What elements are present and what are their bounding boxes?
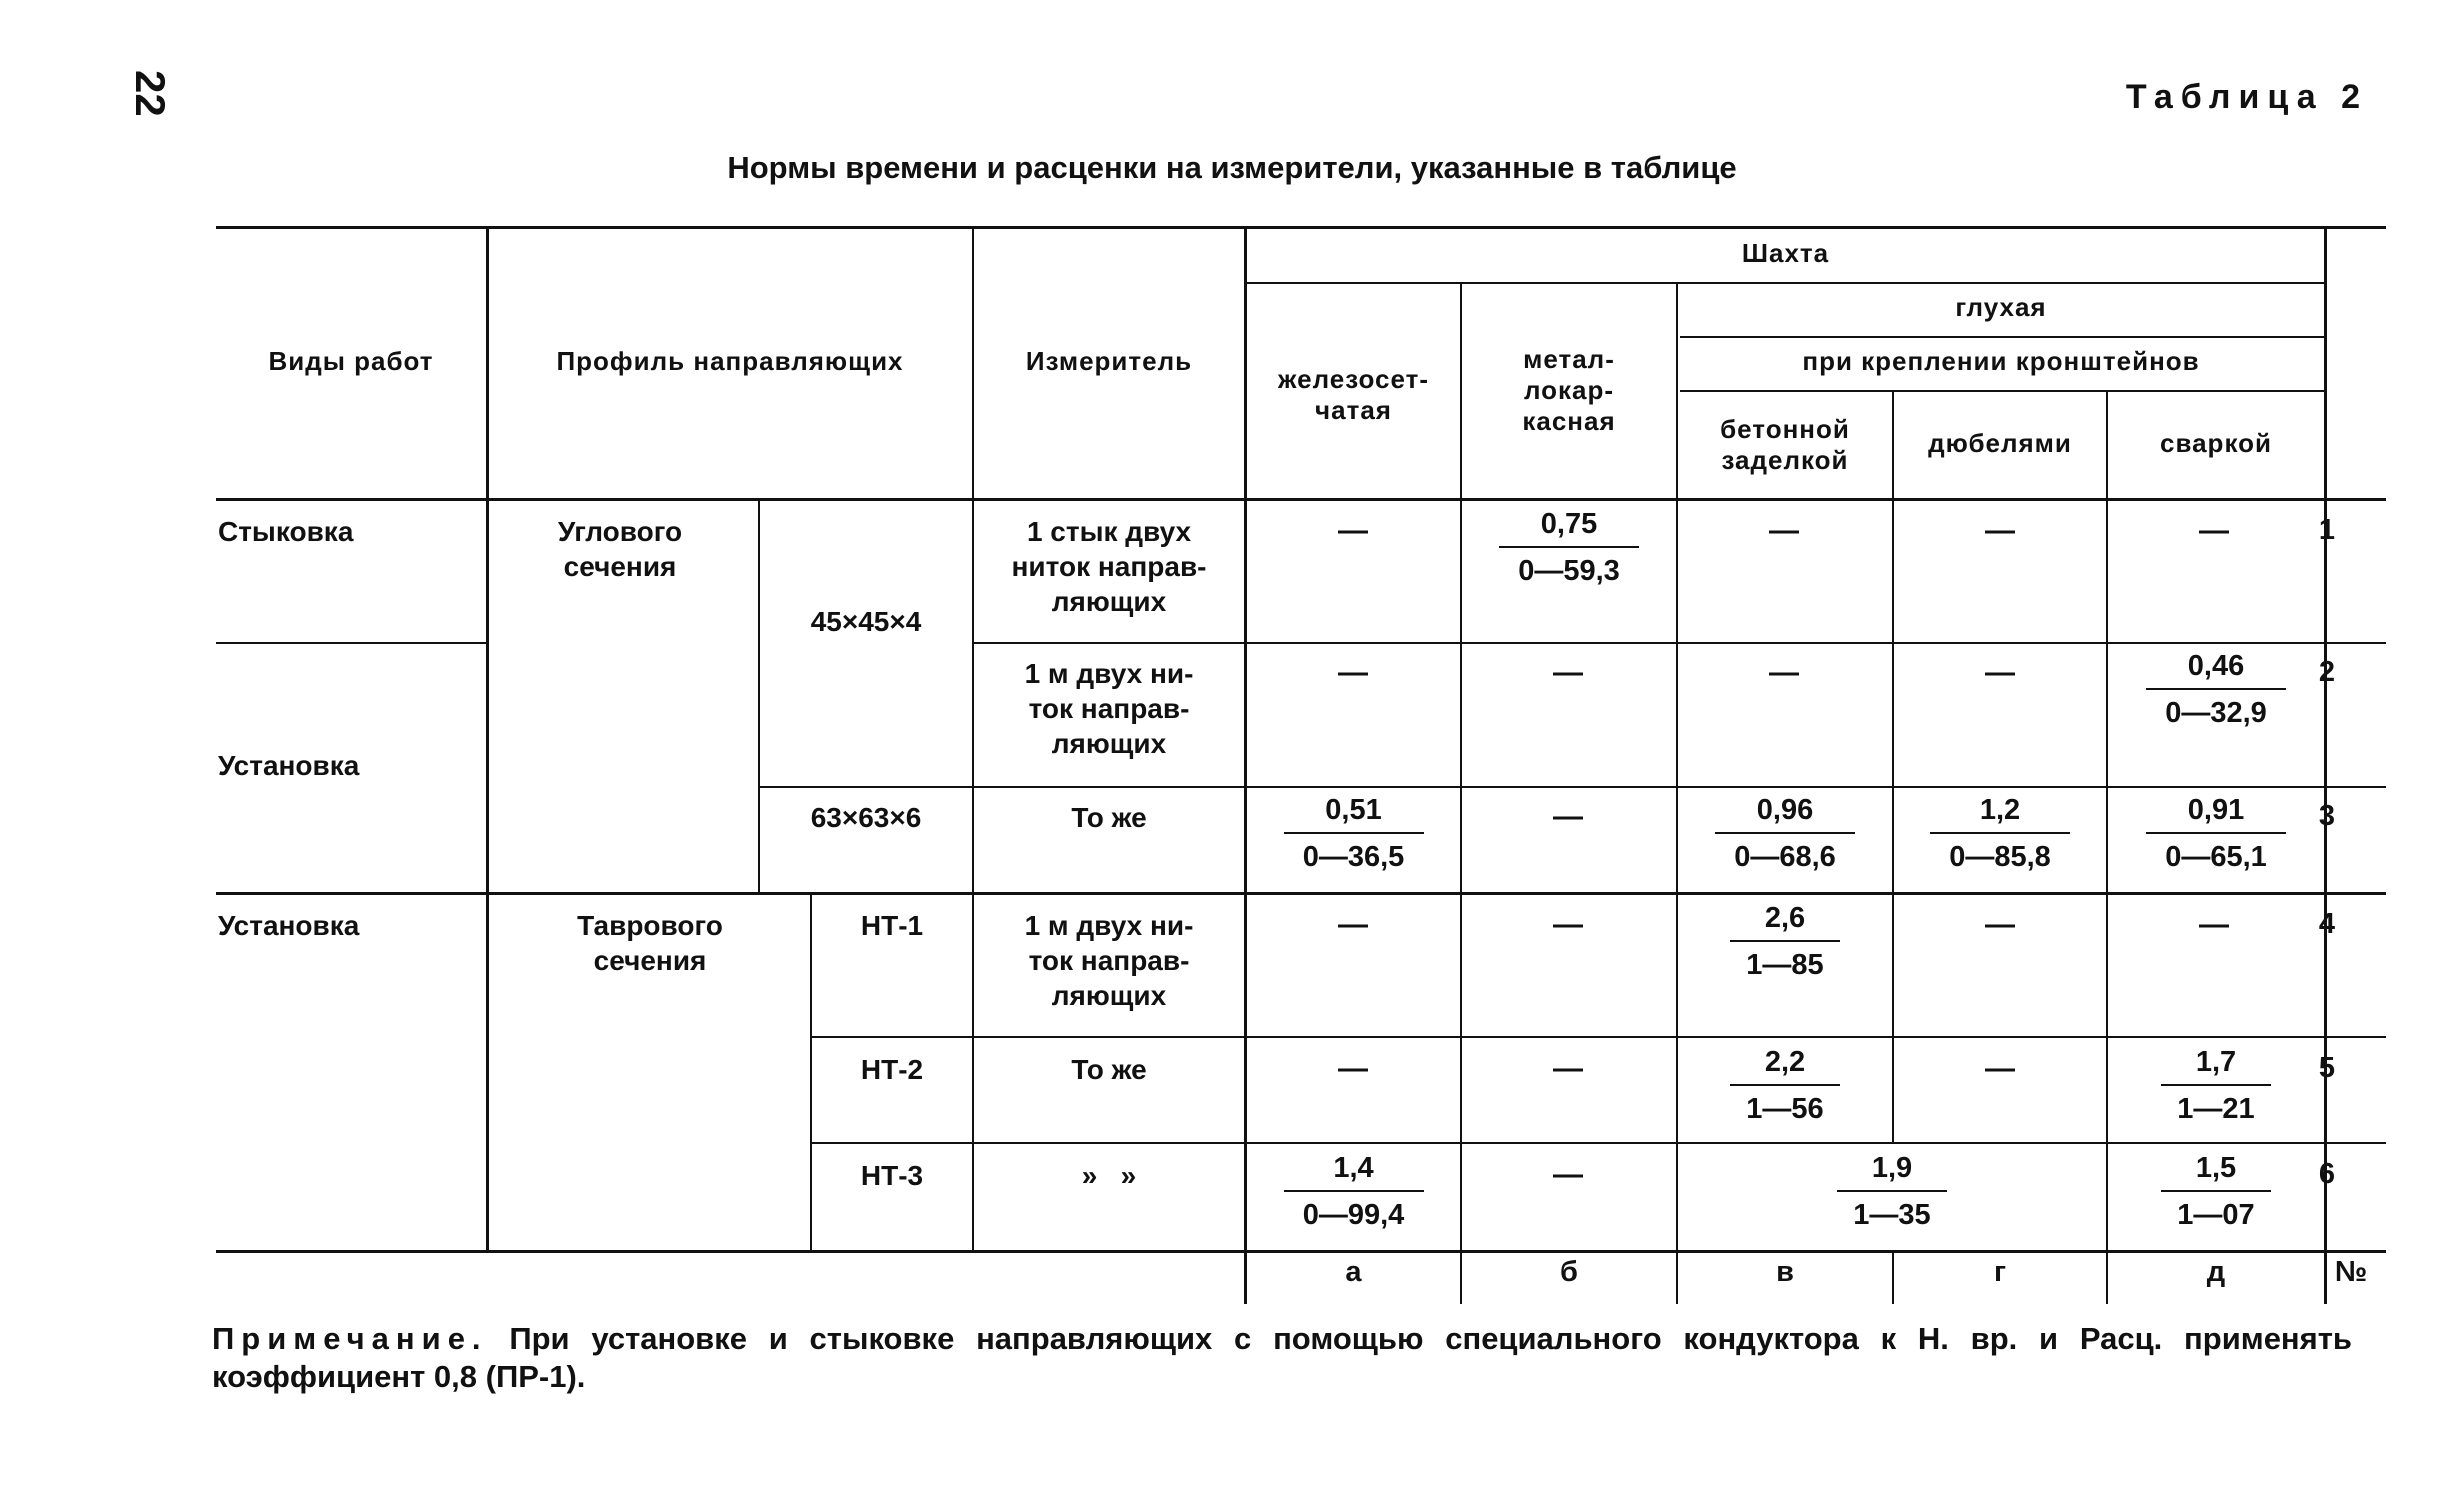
value-r3-dowels: 1,2 0—85,8 <box>1894 792 2106 876</box>
value-r2-welding: 0,46 0—32,9 <box>2108 648 2324 732</box>
dash: — <box>1553 800 1583 833</box>
measure-row-4: 1 м двух ни- ток направ- ляющих <box>1024 910 1194 1011</box>
work-joining: Стыковка <box>218 516 354 547</box>
value-r5-concrete: 2,2 1—56 <box>1678 1044 1892 1128</box>
dash: — <box>2199 908 2229 941</box>
size-63: 63×63×6 <box>810 802 922 833</box>
page-number: 22 <box>127 70 174 117</box>
row-number: 6 <box>2318 1158 2336 1190</box>
dash: — <box>1553 656 1583 689</box>
column-letter: б <box>1560 1256 1578 1288</box>
dash: — <box>1553 1052 1583 1085</box>
size-nt1: НТ-1 <box>860 910 924 941</box>
column-letter: в <box>1776 1256 1794 1288</box>
dash: — <box>1985 908 2015 941</box>
work-installation-1: Установка <box>218 750 360 781</box>
dash: — <box>1769 514 1799 547</box>
measure-row-1: 1 стык двух ниток направ- ляющих <box>1011 516 1207 617</box>
header-blind: глухая <box>1955 292 2047 322</box>
note-heading: Примечание. <box>212 1321 488 1356</box>
value-r3-concrete: 0,96 0—68,6 <box>1678 792 1892 876</box>
value-r5-welding: 1,7 1—21 <box>2108 1044 2324 1128</box>
value-r6-welding: 1,5 1—07 <box>2108 1150 2324 1234</box>
header-measure-unit: Измеритель <box>1025 346 1193 376</box>
value-r6-mesh: 1,4 0—99,4 <box>1247 1150 1460 1234</box>
dash: — <box>1769 656 1799 689</box>
dash: — <box>2199 514 2229 547</box>
profile-tee: Таврового сечения <box>577 910 723 976</box>
row-number: 4 <box>2318 908 2336 940</box>
header-guide-profile: Профиль направляющих <box>556 346 904 376</box>
table-title: Нормы времени и расценки на измерители, указанные в таблице <box>727 150 1737 185</box>
size-nt3: НТ-3 <box>860 1160 924 1191</box>
size-nt2: НТ-2 <box>860 1054 924 1085</box>
dash: — <box>1553 908 1583 941</box>
column-letter: а <box>1345 1256 1362 1288</box>
table-label: Таблица 2 <box>2125 78 2368 116</box>
dash: — <box>1553 1158 1583 1191</box>
column-letter: г <box>1993 1256 2007 1288</box>
value-r1-metal-frame: 0,75 0—59,3 <box>1462 506 1676 590</box>
measure-row-6: » » <box>1081 1160 1137 1191</box>
measure-row-2: 1 м двух ни- ток направ- ляющих <box>1024 658 1194 759</box>
dash: — <box>1338 908 1368 941</box>
measure-row-5: То же <box>1071 1054 1147 1085</box>
row-number: 3 <box>2318 800 2336 832</box>
header-shaft: Шахта <box>1741 238 1830 268</box>
header-dowels: дюбелями <box>1928 428 2072 458</box>
dash: — <box>1985 514 2015 547</box>
table-note <box>212 1320 2352 1396</box>
note-text: При установке и стыковке направляющих с помощью специального кондуктора к Н. вр. и Расц. применять коэффициент 0,8 (ПР-1). <box>212 1321 2352 1394</box>
row-number: 2 <box>2318 656 2336 688</box>
profile-angle: Углового сечения <box>557 516 683 582</box>
header-welding: сваркой <box>2160 428 2272 458</box>
dash: — <box>1985 1052 2015 1085</box>
value-r3-mesh: 0,51 0—36,5 <box>1247 792 1460 876</box>
row-number: 5 <box>2318 1052 2336 1084</box>
size-45: 45×45×4 <box>810 606 922 637</box>
header-metal-frame: метал- локар- касная <box>1522 344 1616 436</box>
row-number: 1 <box>2318 514 2336 546</box>
dash: — <box>1338 514 1368 547</box>
value-r3-welding: 0,91 0—65,1 <box>2108 792 2324 876</box>
value-r4-concrete: 2,6 1—85 <box>1678 900 1892 984</box>
measure-row-3: То же <box>1071 802 1147 833</box>
column-letter: д <box>2206 1256 2226 1288</box>
header-work-types: Виды работ <box>268 346 434 376</box>
dash: — <box>1338 1052 1368 1085</box>
dash: — <box>1985 656 2015 689</box>
header-mesh: железосет- чатая <box>1278 364 1429 425</box>
header-concrete: бетонной заделкой <box>1720 414 1850 475</box>
header-bracket-fixing: при креплении кронштейнов <box>1802 346 2200 376</box>
column-letter: № <box>2334 1256 2368 1288</box>
value-r6-concrete-dowels: 1,9 1—35 <box>1678 1150 2106 1234</box>
work-installation-2: Установка <box>218 910 360 941</box>
dash: — <box>1338 656 1368 689</box>
